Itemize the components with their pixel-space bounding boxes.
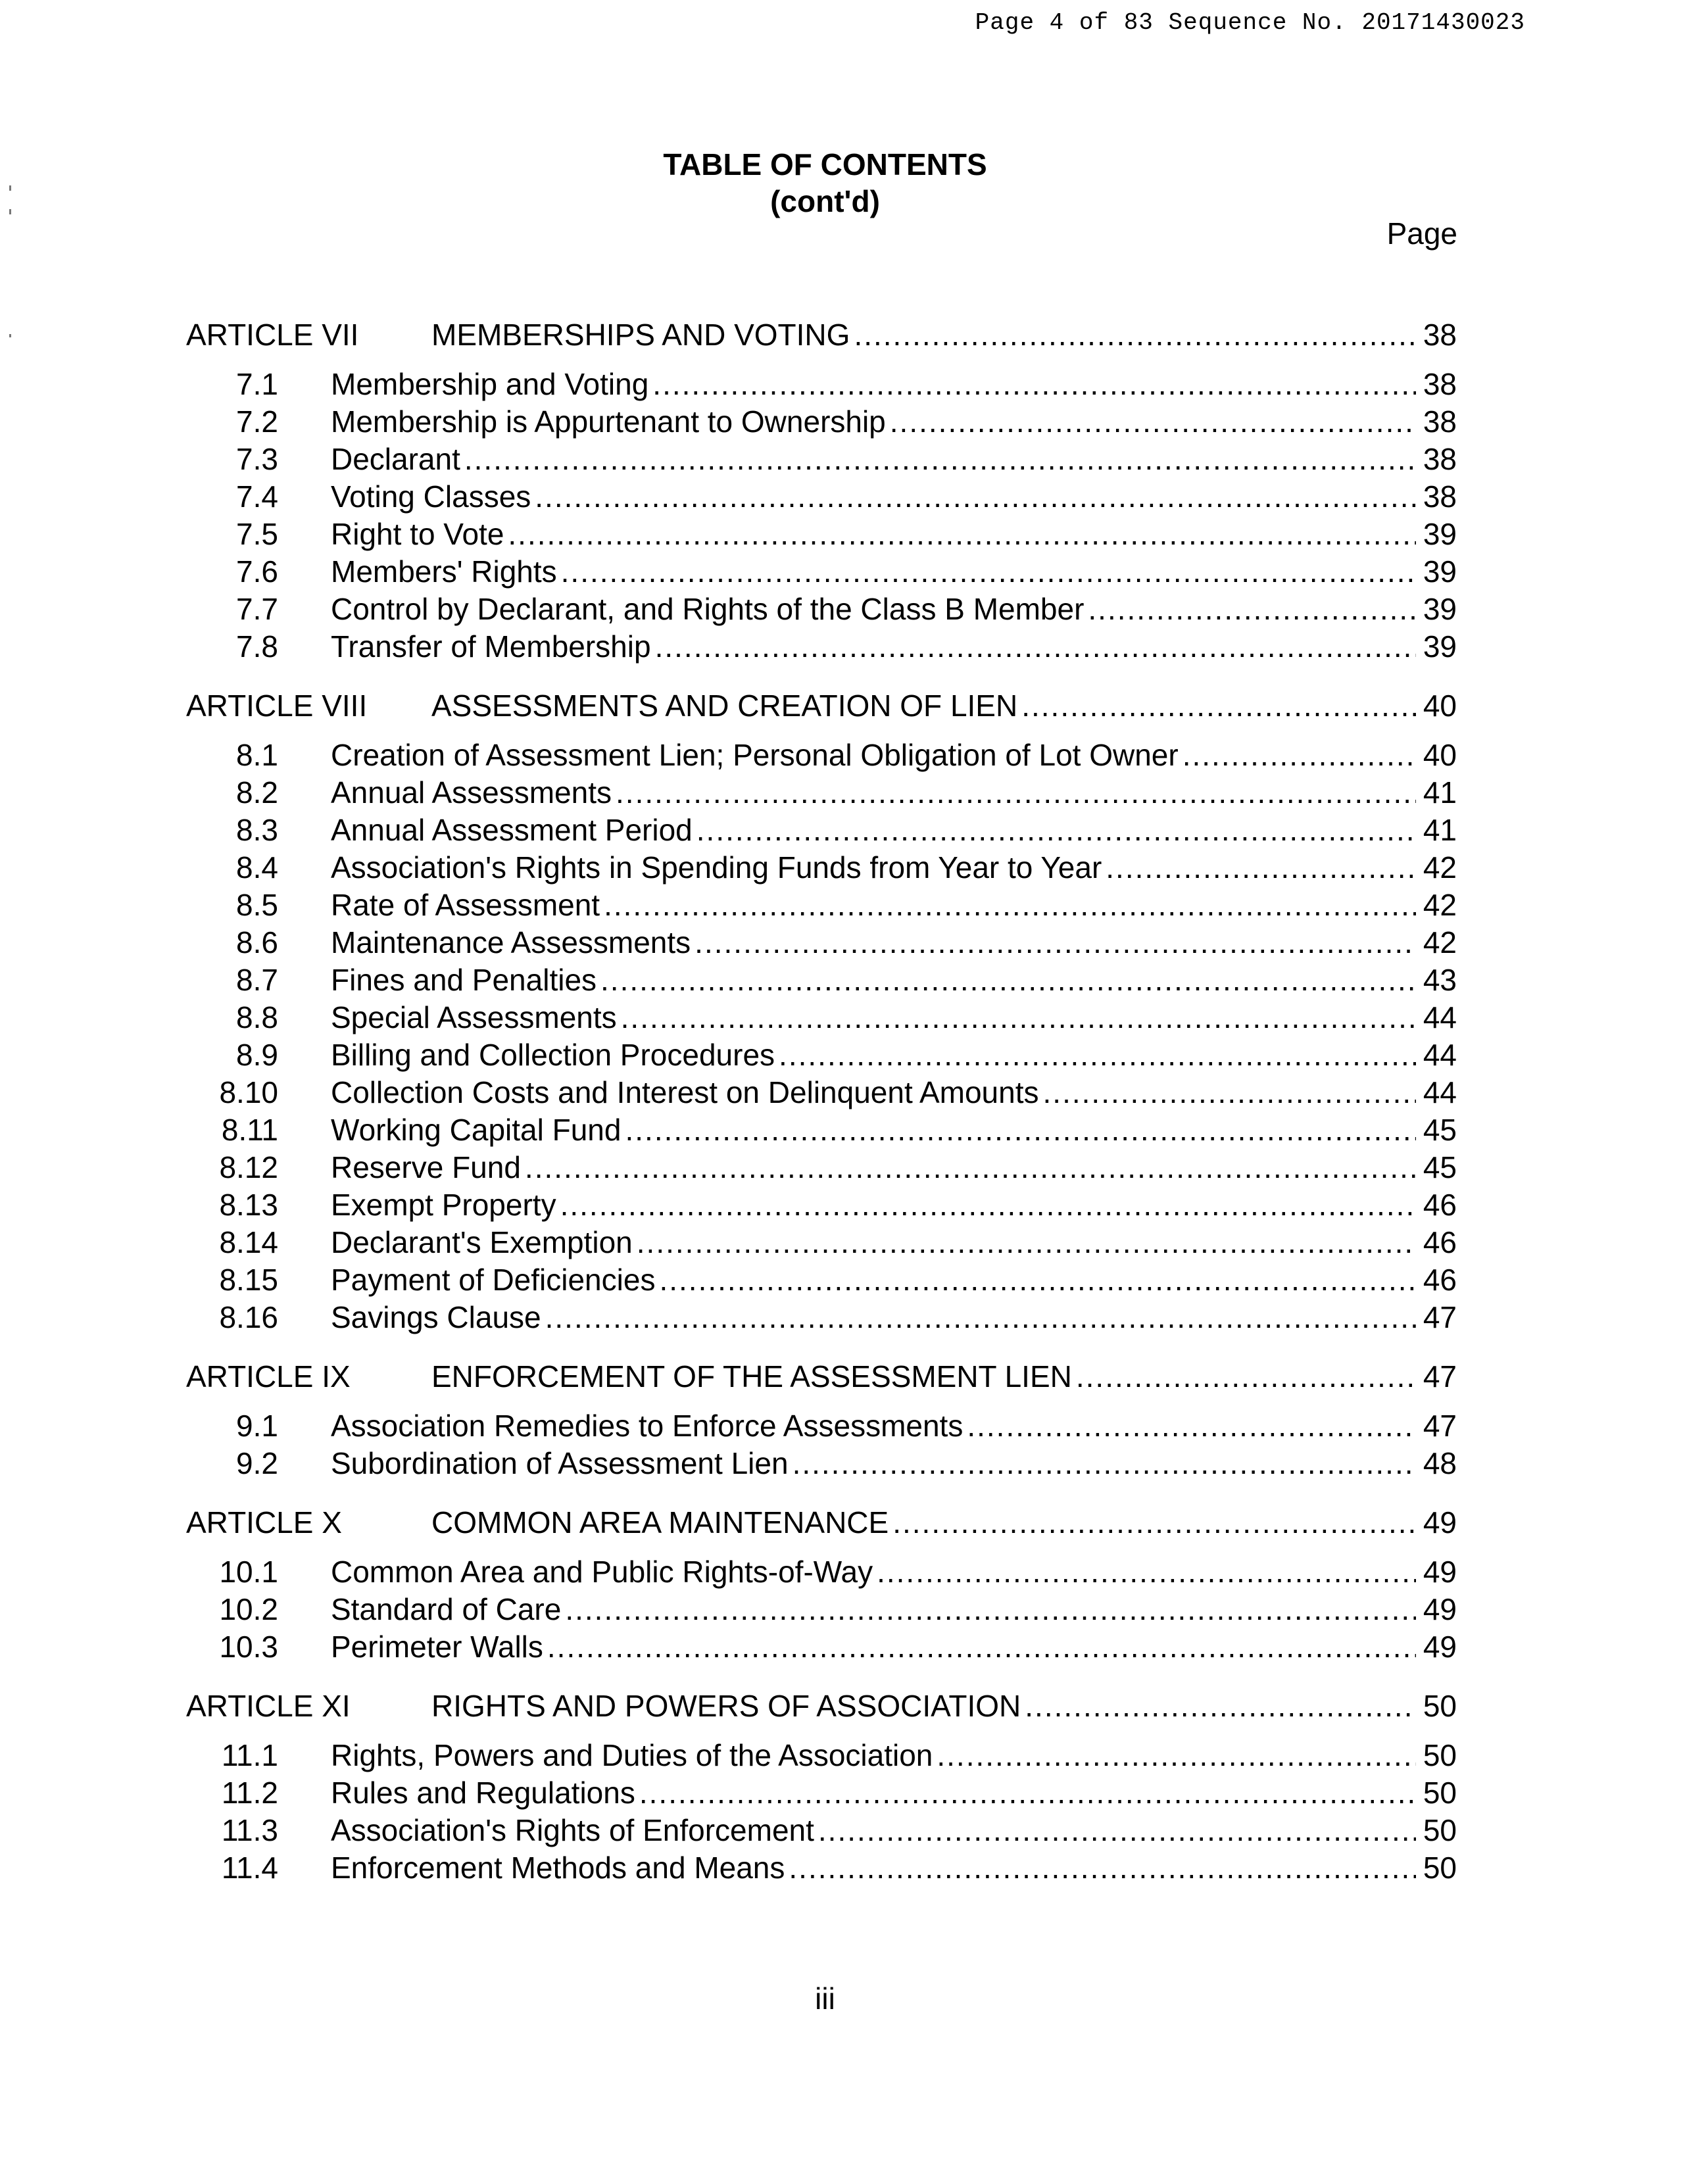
- section-title: Annual Assessments: [331, 775, 612, 810]
- article-title: COMMON AREA MAINTENANCE: [431, 1505, 889, 1540]
- dot-leader: [789, 1849, 1416, 1887]
- section-number: 8.8: [236, 1000, 278, 1034]
- dot-leader: [637, 1224, 1416, 1261]
- section-page-number: 46: [1423, 1225, 1457, 1259]
- section-number: 11.3: [221, 1813, 278, 1847]
- section-entry[interactable]: [186, 1261, 1457, 1299]
- section-title: Fines and Penalties: [331, 963, 597, 997]
- section-page-number: 43: [1423, 963, 1457, 997]
- section-page-number: 38: [1423, 479, 1457, 514]
- section-number: 8.12: [219, 1150, 278, 1184]
- section-title: Annual Assessment Period: [331, 813, 693, 847]
- dot-leader: [525, 1149, 1416, 1186]
- dot-leader: [639, 1774, 1416, 1812]
- section-title: Creation of Assessment Lien; Personal Obligation of Lot Owner: [331, 738, 1179, 772]
- dot-leader: [779, 1036, 1416, 1074]
- section-number: 8.16: [219, 1300, 278, 1334]
- page-number-footer: iii: [815, 1981, 835, 2016]
- section-entry[interactable]: [186, 403, 1457, 441]
- section-entry[interactable]: [186, 1774, 1457, 1812]
- section-entry[interactable]: [186, 591, 1457, 628]
- scan-mark: [9, 334, 11, 337]
- section-number: 8.9: [236, 1038, 278, 1072]
- section-page-number: 39: [1423, 554, 1457, 589]
- section-entry[interactable]: [186, 516, 1457, 553]
- dot-leader: [937, 1737, 1416, 1774]
- section-page-number: 46: [1423, 1263, 1457, 1297]
- article-entry[interactable]: [186, 1356, 1457, 1397]
- dot-leader: [877, 1553, 1416, 1591]
- section-title: Voting Classes: [331, 479, 531, 514]
- section-entry[interactable]: [186, 812, 1457, 849]
- section-list: [186, 1553, 1457, 1666]
- section-page-number: 38: [1423, 442, 1457, 476]
- toc-title-block: [0, 146, 1650, 220]
- page-sequence-stamp: Page 4 of 83 Sequence No. 20171430023: [975, 9, 1525, 36]
- section-page-number: 44: [1423, 1000, 1457, 1034]
- section-title: Association's Rights of Enforcement: [331, 1813, 814, 1847]
- section-page-number: 42: [1423, 850, 1457, 885]
- section-entry[interactable]: [186, 1186, 1457, 1224]
- section-number: 11.2: [221, 1776, 278, 1810]
- section-entry[interactable]: [186, 1224, 1457, 1261]
- dot-leader: [1183, 737, 1416, 774]
- dot-leader: [625, 1111, 1416, 1149]
- section-number: 8.13: [219, 1188, 278, 1222]
- section-page-number: 50: [1423, 1851, 1457, 1885]
- section-number: 8.15: [219, 1263, 278, 1297]
- dot-leader: [890, 403, 1416, 441]
- section-page-number: 49: [1423, 1630, 1457, 1664]
- section-page-number: 49: [1423, 1592, 1457, 1626]
- scan-mark: [9, 185, 11, 191]
- section-list: [186, 1407, 1457, 1482]
- dot-leader: [793, 1445, 1416, 1482]
- section-entry[interactable]: [186, 1036, 1457, 1074]
- section-list: [186, 737, 1457, 1336]
- section-page-number: 45: [1423, 1113, 1457, 1147]
- article-label: ARTICLE IX: [186, 1359, 351, 1394]
- section-entry[interactable]: [186, 1111, 1457, 1149]
- section-title: Membership and Voting: [331, 367, 649, 401]
- dot-leader: [547, 1628, 1416, 1666]
- dot-leader: [1088, 591, 1416, 628]
- dot-leader: [892, 1502, 1416, 1543]
- section-number: 7.4: [236, 479, 278, 514]
- article-entry[interactable]: [186, 685, 1457, 726]
- section-title: Enforcement Methods and Means: [331, 1851, 785, 1885]
- dot-leader: [1025, 1686, 1416, 1726]
- article-block: [186, 685, 1457, 1336]
- section-list: [186, 1737, 1457, 1887]
- section-page-number: 50: [1423, 1813, 1457, 1847]
- article-entry[interactable]: [186, 314, 1457, 355]
- section-number: 7.6: [236, 554, 278, 589]
- section-title: Transfer of Membership: [331, 629, 651, 664]
- section-number: 8.3: [236, 813, 278, 847]
- dot-leader: [545, 1299, 1416, 1336]
- section-number: 7.5: [236, 517, 278, 551]
- section-title: Special Assessments: [331, 1000, 617, 1034]
- dot-leader: [652, 366, 1416, 403]
- section-number: 11.4: [221, 1851, 278, 1885]
- section-entry[interactable]: [186, 886, 1457, 924]
- section-entry[interactable]: [186, 924, 1457, 961]
- dot-leader: [535, 478, 1416, 516]
- section-entry[interactable]: [186, 1553, 1457, 1591]
- dot-leader: [967, 1407, 1416, 1445]
- scan-mark: [9, 209, 11, 214]
- section-number: 10.3: [219, 1630, 278, 1664]
- dot-leader: [818, 1812, 1416, 1849]
- section-title: Association Remedies to Enforce Assessments: [331, 1409, 963, 1443]
- section-entry[interactable]: [186, 1591, 1457, 1628]
- section-title: Declarant: [331, 442, 460, 476]
- section-entry[interactable]: [186, 1628, 1457, 1666]
- section-number: 10.1: [219, 1555, 278, 1589]
- section-page-number: 48: [1423, 1446, 1457, 1480]
- section-entry[interactable]: [186, 999, 1457, 1036]
- article-block: [186, 1686, 1457, 1887]
- section-title: Savings Clause: [331, 1300, 541, 1334]
- section-number: 8.7: [236, 963, 278, 997]
- article-title: ASSESSMENTS AND CREATION OF LIEN: [431, 689, 1018, 723]
- section-title: Subordination of Assessment Lien: [331, 1446, 789, 1480]
- article-block: [186, 1502, 1457, 1666]
- section-page-number: 49: [1423, 1555, 1457, 1589]
- section-number: 7.8: [236, 629, 278, 664]
- dot-leader: [1043, 1074, 1416, 1111]
- dot-leader: [561, 553, 1416, 591]
- section-page-number: 39: [1423, 629, 1457, 664]
- section-title: Right to Vote: [331, 517, 504, 551]
- section-page-number: 38: [1423, 367, 1457, 401]
- section-title: Collection Costs and Interest on Delinquent Amounts: [331, 1075, 1039, 1109]
- section-entry[interactable]: [186, 366, 1457, 403]
- section-number: 8.1: [236, 738, 278, 772]
- section-number: 9.1: [236, 1409, 278, 1443]
- section-number: 9.2: [236, 1446, 278, 1480]
- section-title: Declarant's Exemption: [331, 1225, 633, 1259]
- section-title: Maintenance Assessments: [331, 925, 691, 959]
- section-title: Members' Rights: [331, 554, 557, 589]
- dot-leader: [600, 961, 1416, 999]
- section-entry[interactable]: [186, 441, 1457, 478]
- section-title: Working Capital Fund: [331, 1113, 622, 1147]
- section-number: 10.2: [219, 1592, 278, 1626]
- section-page-number: 45: [1423, 1150, 1457, 1184]
- dot-leader: [696, 812, 1416, 849]
- section-page-number: 47: [1423, 1409, 1457, 1443]
- section-page-number: 44: [1423, 1038, 1457, 1072]
- article-title: MEMBERSHIPS AND VOTING: [431, 318, 850, 352]
- article-page-number: 40: [1423, 689, 1457, 723]
- article-page-number: 50: [1423, 1689, 1457, 1723]
- section-page-number: 39: [1423, 517, 1457, 551]
- section-entry[interactable]: [186, 1299, 1457, 1336]
- section-title: Standard of Care: [331, 1592, 562, 1626]
- section-number: 8.4: [236, 850, 278, 885]
- dot-leader: [621, 999, 1416, 1036]
- section-number: 7.7: [236, 592, 278, 626]
- toc-subtitle: (cont'd): [770, 184, 880, 218]
- section-number: 11.1: [221, 1738, 278, 1772]
- section-entry[interactable]: [186, 1074, 1457, 1111]
- table-of-contents: [186, 314, 1457, 1906]
- section-page-number: 50: [1423, 1776, 1457, 1810]
- section-number: 8.11: [221, 1113, 278, 1147]
- section-title: Common Area and Public Rights-of-Way: [331, 1555, 873, 1589]
- section-entry[interactable]: [186, 1849, 1457, 1887]
- section-number: 8.14: [219, 1225, 278, 1259]
- section-title: Control by Declarant, and Rights of the Class B Member: [331, 592, 1085, 626]
- dot-leader: [604, 886, 1416, 924]
- section-title: Reserve Fund: [331, 1150, 521, 1184]
- article-entry[interactable]: [186, 1686, 1457, 1726]
- section-title: Exempt Property: [331, 1188, 556, 1222]
- article-block: [186, 314, 1457, 666]
- section-entry[interactable]: [186, 1737, 1457, 1774]
- section-title: Perimeter Walls: [331, 1630, 543, 1664]
- article-page-number: 49: [1423, 1505, 1457, 1540]
- section-entry[interactable]: [186, 1812, 1457, 1849]
- section-page-number: 47: [1423, 1300, 1457, 1334]
- section-number: 8.2: [236, 775, 278, 810]
- dot-leader: [565, 1591, 1416, 1628]
- section-entry[interactable]: [186, 478, 1457, 516]
- section-page-number: 46: [1423, 1188, 1457, 1222]
- section-title: Membership is Appurtenant to Ownership: [331, 404, 886, 439]
- dot-leader: [1076, 1356, 1416, 1397]
- section-page-number: 40: [1423, 738, 1457, 772]
- section-page-number: 39: [1423, 592, 1457, 626]
- section-number: 8.5: [236, 888, 278, 922]
- toc-title: TABLE OF CONTENTS: [663, 147, 987, 182]
- section-title: Billing and Collection Procedures: [331, 1038, 775, 1072]
- section-title: Payment of Deficiencies: [331, 1263, 656, 1297]
- section-number: 7.1: [236, 367, 278, 401]
- section-entry[interactable]: [186, 1149, 1457, 1186]
- section-page-number: 50: [1423, 1738, 1457, 1772]
- dot-leader: [655, 628, 1416, 666]
- section-entry[interactable]: [186, 1445, 1457, 1482]
- section-number: 8.10: [219, 1075, 278, 1109]
- section-entry[interactable]: [186, 961, 1457, 999]
- section-page-number: 42: [1423, 888, 1457, 922]
- dot-leader: [616, 774, 1416, 812]
- section-page-number: 44: [1423, 1075, 1457, 1109]
- dot-leader: [508, 516, 1416, 553]
- dot-leader: [1021, 685, 1416, 726]
- section-title: Association's Rights in Spending Funds from Year to Year: [331, 850, 1102, 885]
- section-number: 7.3: [236, 442, 278, 476]
- section-number: 8.6: [236, 925, 278, 959]
- section-entry[interactable]: [186, 553, 1457, 591]
- article-label: ARTICLE VIII: [186, 689, 368, 723]
- article-entry[interactable]: [186, 1502, 1457, 1543]
- section-entry[interactable]: [186, 737, 1457, 774]
- page-column-label: Page: [1386, 216, 1457, 251]
- article-block: [186, 1356, 1457, 1482]
- section-title: Rate of Assessment: [331, 888, 600, 922]
- dot-leader: [854, 314, 1416, 355]
- article-title: RIGHTS AND POWERS OF ASSOCIATION: [431, 1689, 1021, 1723]
- section-entry[interactable]: [186, 849, 1457, 886]
- section-list: [186, 366, 1457, 666]
- section-title: Rights, Powers and Duties of the Association: [331, 1738, 933, 1772]
- article-page-number: 47: [1423, 1359, 1457, 1394]
- section-page-number: 42: [1423, 925, 1457, 959]
- section-title: Rules and Regulations: [331, 1776, 635, 1810]
- section-page-number: 38: [1423, 404, 1457, 439]
- article-title: ENFORCEMENT OF THE ASSESSMENT LIEN: [431, 1359, 1072, 1394]
- article-label: ARTICLE X: [186, 1505, 342, 1540]
- dot-leader: [1106, 849, 1416, 886]
- section-number: 7.2: [236, 404, 278, 439]
- section-entry[interactable]: [186, 1407, 1457, 1445]
- article-page-number: 38: [1423, 318, 1457, 352]
- article-label: ARTICLE XI: [186, 1689, 351, 1723]
- section-page-number: 41: [1423, 813, 1457, 847]
- section-entry[interactable]: [186, 774, 1457, 812]
- dot-leader: [695, 924, 1416, 961]
- section-entry[interactable]: [186, 628, 1457, 666]
- section-page-number: 41: [1423, 775, 1457, 810]
- dot-leader: [659, 1261, 1416, 1299]
- dot-leader: [560, 1186, 1416, 1224]
- article-label: ARTICLE VII: [186, 318, 359, 352]
- dot-leader: [464, 441, 1416, 478]
